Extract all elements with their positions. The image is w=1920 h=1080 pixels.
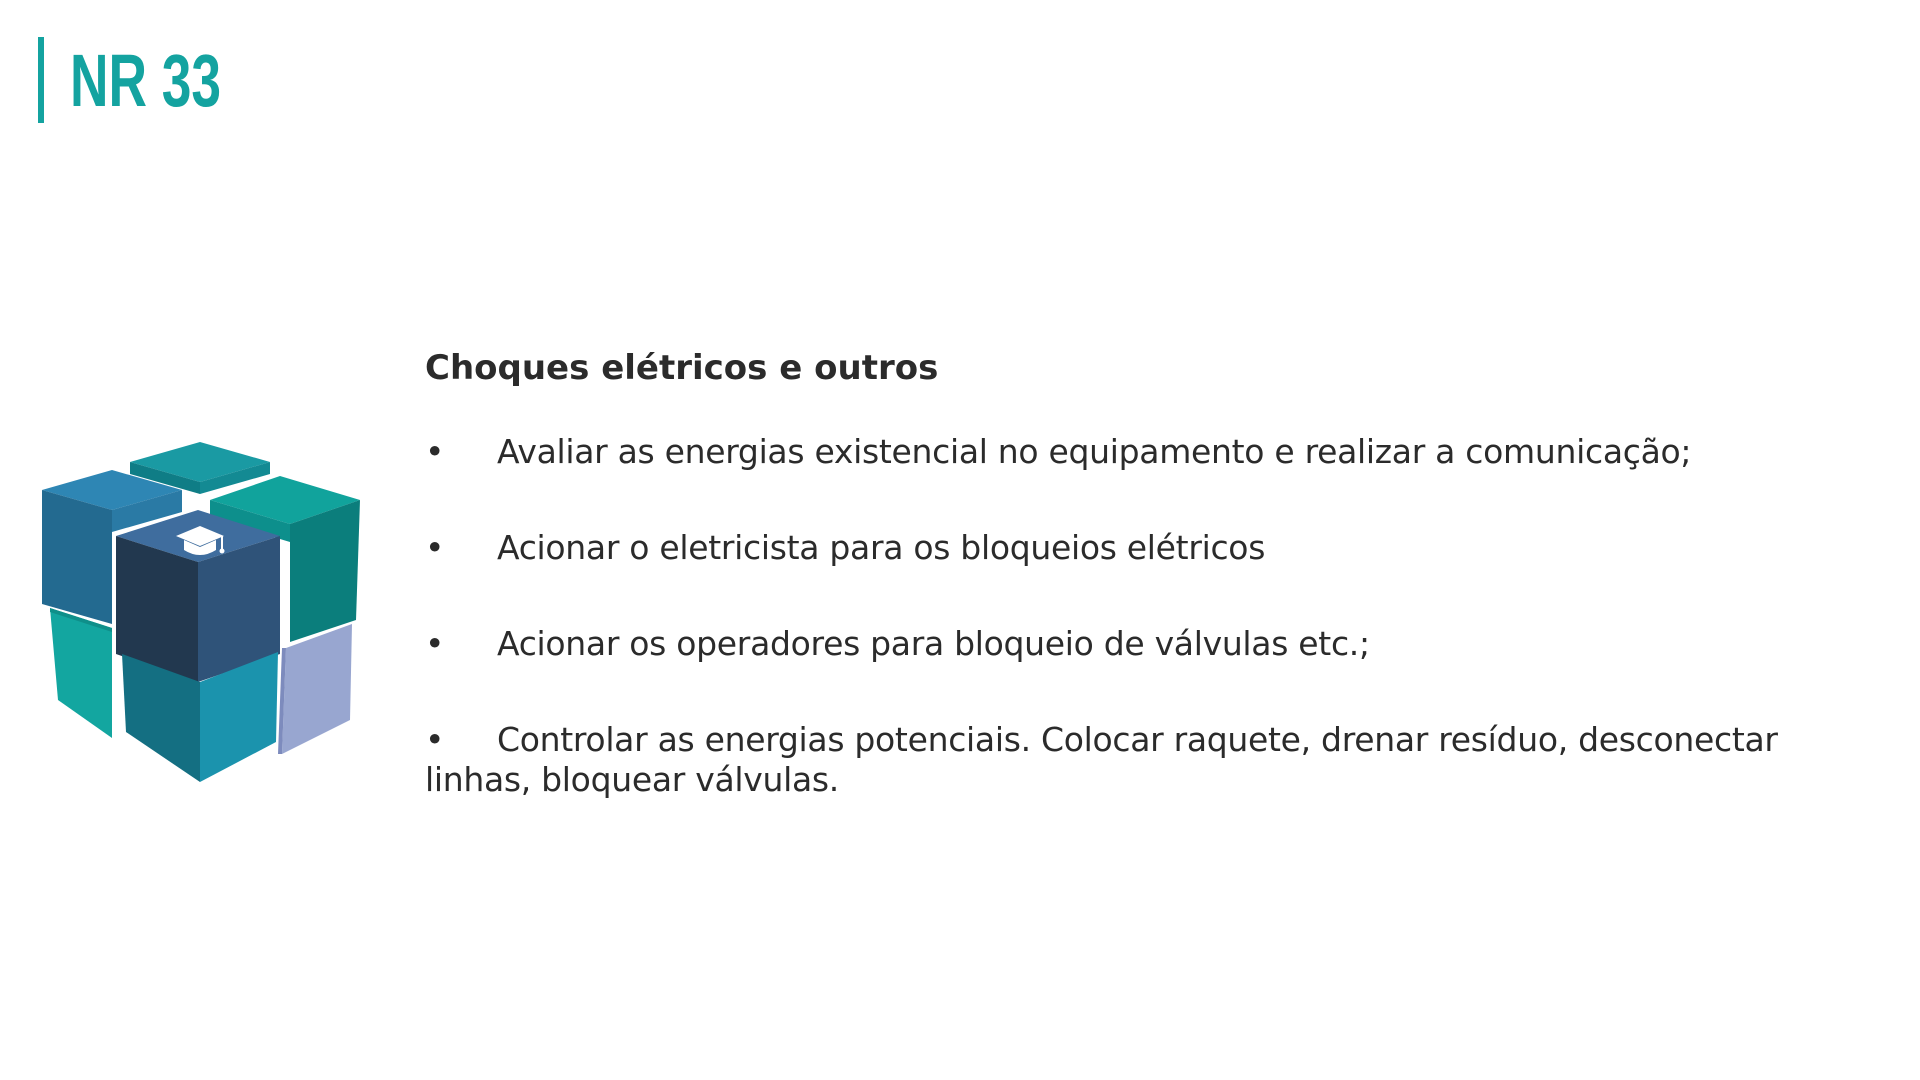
slide-content xyxy=(425,344,1865,856)
list-item xyxy=(425,432,1865,472)
bullet-text: Acionar os operadores para bloqueio de válvulas etc.; xyxy=(497,624,1370,663)
bullet-text: Controlar as energias potenciais. Colocar raquete, drenar resíduo, desconectar linhas, bloquear válvulas. xyxy=(425,720,1778,799)
bullet-icon: • xyxy=(425,624,445,663)
title-accent-bar xyxy=(38,37,44,123)
bullet-text: Avaliar as energias existencial no equipamento e realizar a comunicação; xyxy=(497,432,1692,471)
page-title: NR 33 xyxy=(70,39,222,122)
bullet-icon: • xyxy=(425,720,445,759)
bullet-icon: • xyxy=(425,528,445,567)
list-item xyxy=(425,528,1865,568)
cube-icon xyxy=(30,432,370,792)
list-item xyxy=(425,624,1865,664)
bullet-text: Acionar o eletricista para os bloqueios elétricos xyxy=(497,528,1266,567)
bullet-icon: • xyxy=(425,432,445,471)
section-heading: Choques elétricos e outros xyxy=(425,348,939,388)
bullet-list xyxy=(425,432,1865,800)
list-item xyxy=(425,720,1865,800)
